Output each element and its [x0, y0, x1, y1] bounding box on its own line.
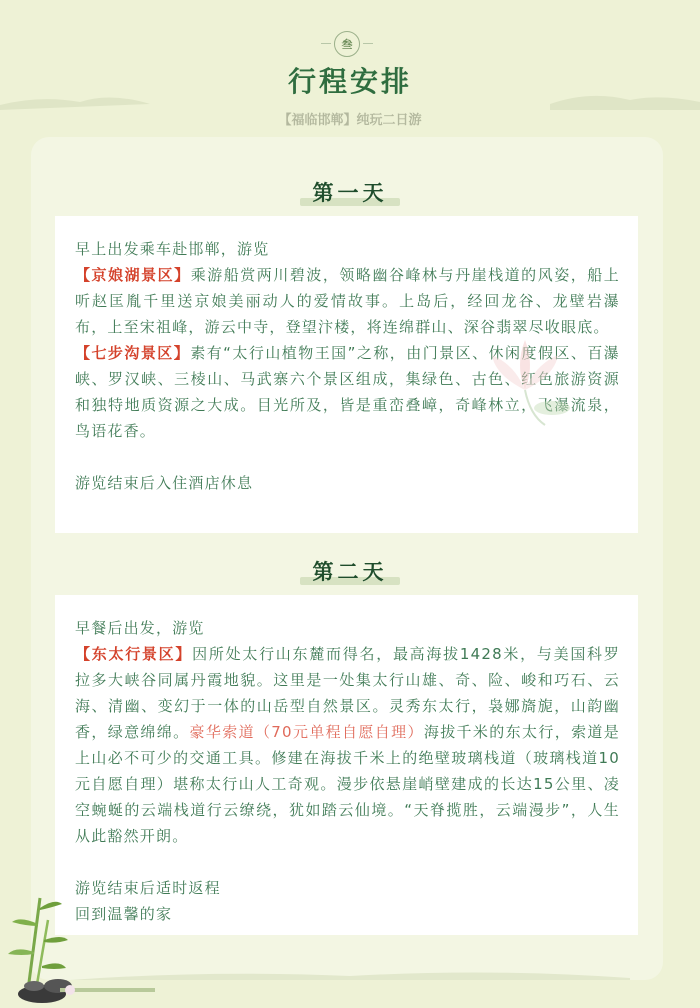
day2-end-note-2: 回到温馨的家 — [75, 905, 173, 923]
bamboo-stones-decoration — [0, 890, 160, 1008]
spot-description-part2: 海拔千米的东太行，索道是上山必不可少的交通工具。修建在海拔千米上的绝壁玻璃栈道（玻璃栈道10元自愿自理）堪称太行山人工奇观。漫步依悬崖峭壁建成的长达15公里、凌空蜿蜒的云端栈道行云缭绕，犹如踏云仙境。“天脊揽胜，云端漫步”，人生从此豁然开朗。 — [75, 723, 620, 845]
day2-heading: 第二天 — [312, 560, 388, 584]
day1-intro: 早上出发乘车赴邯郸，游览 — [75, 240, 270, 258]
cableway-highlight: 豪华索道（70元单程自愿自理） — [189, 723, 424, 741]
lotus-watermark — [470, 320, 580, 430]
spot-name-jingniang-lake: 【京娘湖景区】 — [75, 266, 191, 284]
spot-description: 素有“太行山植物王国”之称，由门景区、休闲度假区、百瀑峡、罗汉峡、三棱山、马武寨六个景区组成，集绿色、古色、红色旅游资源和独特地质资源之大成。目光所及，皆是重峦叠嶂，奇峰林立，飞瀑流泉，鸟语花香。 — [75, 344, 620, 440]
chapter-badge: 叁 — [334, 31, 360, 57]
page-title: 行程安排 — [287, 65, 412, 98]
page-subtitle: 【福临邯郸】纯玩二日游 — [278, 113, 422, 128]
day2-end-note-1: 游览结束后适时返程 — [75, 879, 221, 897]
spot-name-dong-taihang: 【东太行景区】 — [75, 645, 193, 663]
day2-spot-paragraph — [75, 641, 620, 849]
spot-name-qibugou: 【七步沟景区】 — [75, 344, 191, 362]
day1-end-note: 游览结束后入住酒店休息 — [75, 474, 254, 492]
spot-description: 乘游船赏两川碧波，领略幽谷峰林与丹崖栈道的风姿，船上听赵匡胤千里送京娘美丽动人的爱情故事。上岛后，经回龙谷、龙壁岩瀑布，上至宋祖峰，游云中寺，登望汴楼，将连绵群山、深谷翡翠尽收眼底。 — [75, 266, 621, 336]
day2-panel — [55, 595, 638, 935]
day2-intro: 早餐后出发，游览 — [75, 619, 205, 637]
spot-description-part1: 因所处太行山东麓而得名，最高海拔1428米，与美国科罗拉多大峡谷同属丹霞地貌。这里是一处集太行山雄、奇、险、峻和巧石、云海、清幽、变幻于一体的山岳型自然景区。灵秀东太行，袅娜旖旎，山韵幽香，绿意绵绵。 — [75, 645, 620, 741]
day1-heading: 第一天 — [312, 181, 388, 205]
